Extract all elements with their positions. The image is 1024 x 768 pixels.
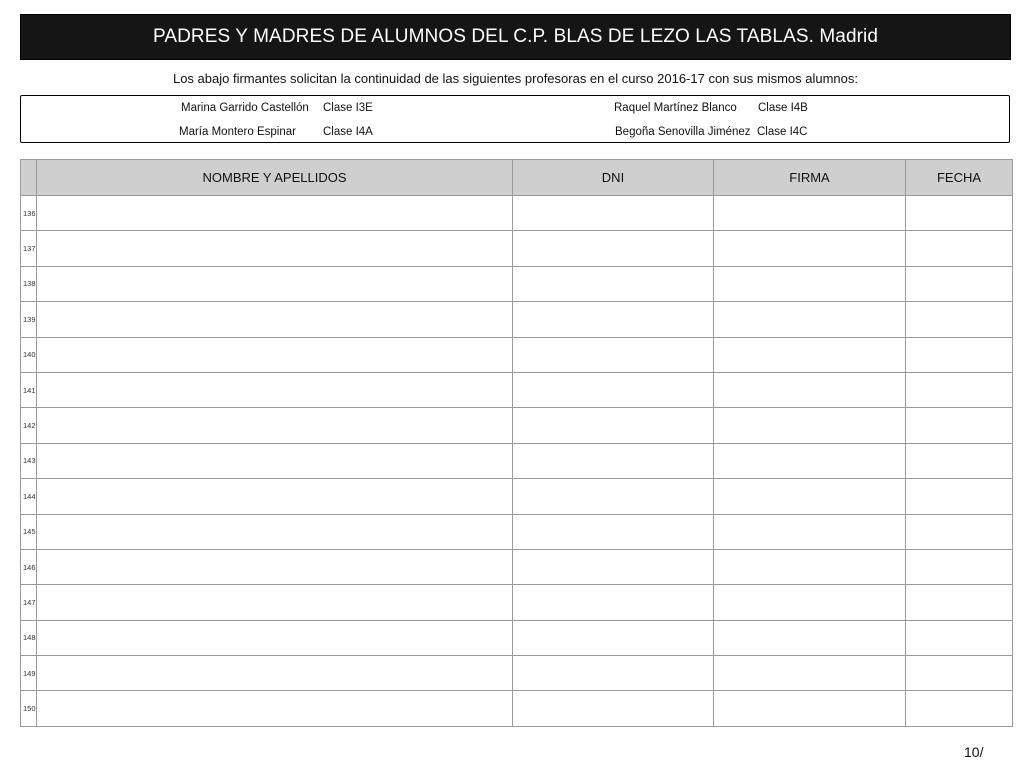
dni-cell[interactable] [513, 585, 714, 620]
table-row [21, 443, 1013, 478]
name-cell[interactable] [37, 231, 513, 266]
column-header-dni: DNI [513, 160, 714, 196]
table-row [21, 302, 1013, 337]
document-title-banner [20, 14, 1011, 60]
dni-cell[interactable] [513, 372, 714, 407]
dni-cell[interactable] [513, 549, 714, 584]
firma-cell[interactable] [714, 620, 906, 655]
table-row [21, 231, 1013, 266]
firma-cell[interactable] [714, 337, 906, 372]
row-number: 149 [21, 656, 37, 691]
fecha-cell[interactable] [906, 691, 1013, 727]
fecha-cell[interactable] [906, 302, 1013, 337]
firma-cell[interactable] [714, 585, 906, 620]
teacher-entry [615, 125, 808, 139]
document-title: PADRES Y MADRES DE ALUMNOS DEL C.P. BLAS DE LEZO LAS TABLAS. Madrid [152, 26, 879, 47]
fecha-cell[interactable] [906, 372, 1013, 407]
dni-cell[interactable] [513, 337, 714, 372]
name-cell[interactable] [37, 549, 513, 584]
column-header-firma: FIRMA [714, 160, 906, 196]
row-number-header [21, 160, 37, 196]
row-number: 141 [21, 372, 37, 407]
row-number: 143 [21, 443, 37, 478]
dni-cell[interactable] [513, 196, 714, 231]
fecha-cell[interactable] [906, 443, 1013, 478]
fecha-cell[interactable] [906, 266, 1013, 301]
dni-cell[interactable] [513, 514, 714, 549]
fecha-cell[interactable] [906, 479, 1013, 514]
row-number: 138 [21, 266, 37, 301]
dni-cell[interactable] [513, 231, 714, 266]
dni-cell[interactable] [513, 620, 714, 655]
firma-cell[interactable] [714, 479, 906, 514]
table-row [21, 620, 1013, 655]
fecha-cell[interactable] [906, 231, 1013, 266]
firma-cell[interactable] [714, 302, 906, 337]
table-row [21, 691, 1013, 727]
fecha-cell[interactable] [906, 408, 1013, 443]
page-number: 10/ [964, 744, 984, 760]
teacher-name: Marina Garrido Castellón [181, 102, 309, 114]
name-cell[interactable] [37, 691, 513, 727]
table-row [21, 337, 1013, 372]
firma-cell[interactable] [714, 408, 906, 443]
table-row [21, 585, 1013, 620]
row-number: 136 [21, 196, 37, 231]
dni-cell[interactable] [513, 266, 714, 301]
table-row [21, 408, 1013, 443]
name-cell[interactable] [37, 302, 513, 337]
row-number: 148 [21, 620, 37, 655]
firma-cell[interactable] [714, 372, 906, 407]
teacher-name: Begoña Senovilla Jiménez [615, 126, 751, 138]
row-number: 145 [21, 514, 37, 549]
teacher-name: María Montero Espinar [179, 126, 296, 138]
teacher-class: Clase I3E [323, 102, 373, 114]
table-body [21, 196, 1013, 727]
row-number: 139 [21, 302, 37, 337]
teacher-class: Clase I4B [758, 102, 808, 114]
column-header-name: NOMBRE Y APELLIDOS [37, 160, 513, 196]
fecha-cell[interactable] [906, 514, 1013, 549]
dni-cell[interactable] [513, 691, 714, 727]
teacher-class: Clase I4C [757, 126, 808, 138]
firma-cell[interactable] [714, 514, 906, 549]
column-header-fecha: FECHA [906, 160, 1013, 196]
row-number: 144 [21, 479, 37, 514]
teacher-class: Clase I4A [323, 126, 373, 138]
name-cell[interactable] [37, 196, 513, 231]
dni-cell[interactable] [513, 656, 714, 691]
table-row [21, 479, 1013, 514]
name-cell[interactable] [37, 408, 513, 443]
teacher-entry [181, 101, 373, 115]
table-row [21, 196, 1013, 231]
row-number: 150 [21, 691, 37, 727]
fecha-cell[interactable] [906, 585, 1013, 620]
firma-cell[interactable] [714, 656, 906, 691]
row-number: 147 [21, 585, 37, 620]
name-cell[interactable] [37, 337, 513, 372]
table-row [21, 372, 1013, 407]
teacher-entry [614, 101, 808, 115]
dni-cell[interactable] [513, 443, 714, 478]
row-number: 140 [21, 337, 37, 372]
teacher-entry [179, 125, 373, 139]
dni-cell[interactable] [513, 302, 714, 337]
table-row [21, 266, 1013, 301]
name-cell[interactable] [37, 585, 513, 620]
name-cell[interactable] [37, 514, 513, 549]
firma-cell[interactable] [714, 443, 906, 478]
table-row [21, 514, 1013, 549]
teachers-box [20, 95, 1010, 143]
firma-cell[interactable] [714, 549, 906, 584]
name-cell[interactable] [37, 620, 513, 655]
table-row [21, 656, 1013, 691]
firma-cell[interactable] [714, 196, 906, 231]
name-cell[interactable] [37, 266, 513, 301]
table-row [21, 549, 1013, 584]
row-number: 142 [21, 408, 37, 443]
name-cell[interactable] [37, 372, 513, 407]
signature-table [20, 159, 1013, 727]
row-number: 137 [21, 231, 37, 266]
firma-cell[interactable] [714, 691, 906, 727]
fecha-cell[interactable] [906, 656, 1013, 691]
dni-cell[interactable] [513, 479, 714, 514]
name-cell[interactable] [37, 479, 513, 514]
firma-cell[interactable] [714, 266, 906, 301]
fecha-cell[interactable] [906, 620, 1013, 655]
dni-cell[interactable] [513, 408, 714, 443]
request-statement: Los abajo firmantes solicitan la continuidad de las siguientes profesoras en el curso 2016-17 con sus mismos alumnos: [172, 71, 859, 86]
fecha-cell[interactable] [906, 337, 1013, 372]
name-cell[interactable] [37, 656, 513, 691]
row-number: 146 [21, 549, 37, 584]
fecha-cell[interactable] [906, 196, 1013, 231]
teacher-name: Raquel Martínez Blanco [614, 102, 737, 114]
fecha-cell[interactable] [906, 549, 1013, 584]
table-header-row [21, 160, 1013, 196]
name-cell[interactable] [37, 443, 513, 478]
firma-cell[interactable] [714, 231, 906, 266]
